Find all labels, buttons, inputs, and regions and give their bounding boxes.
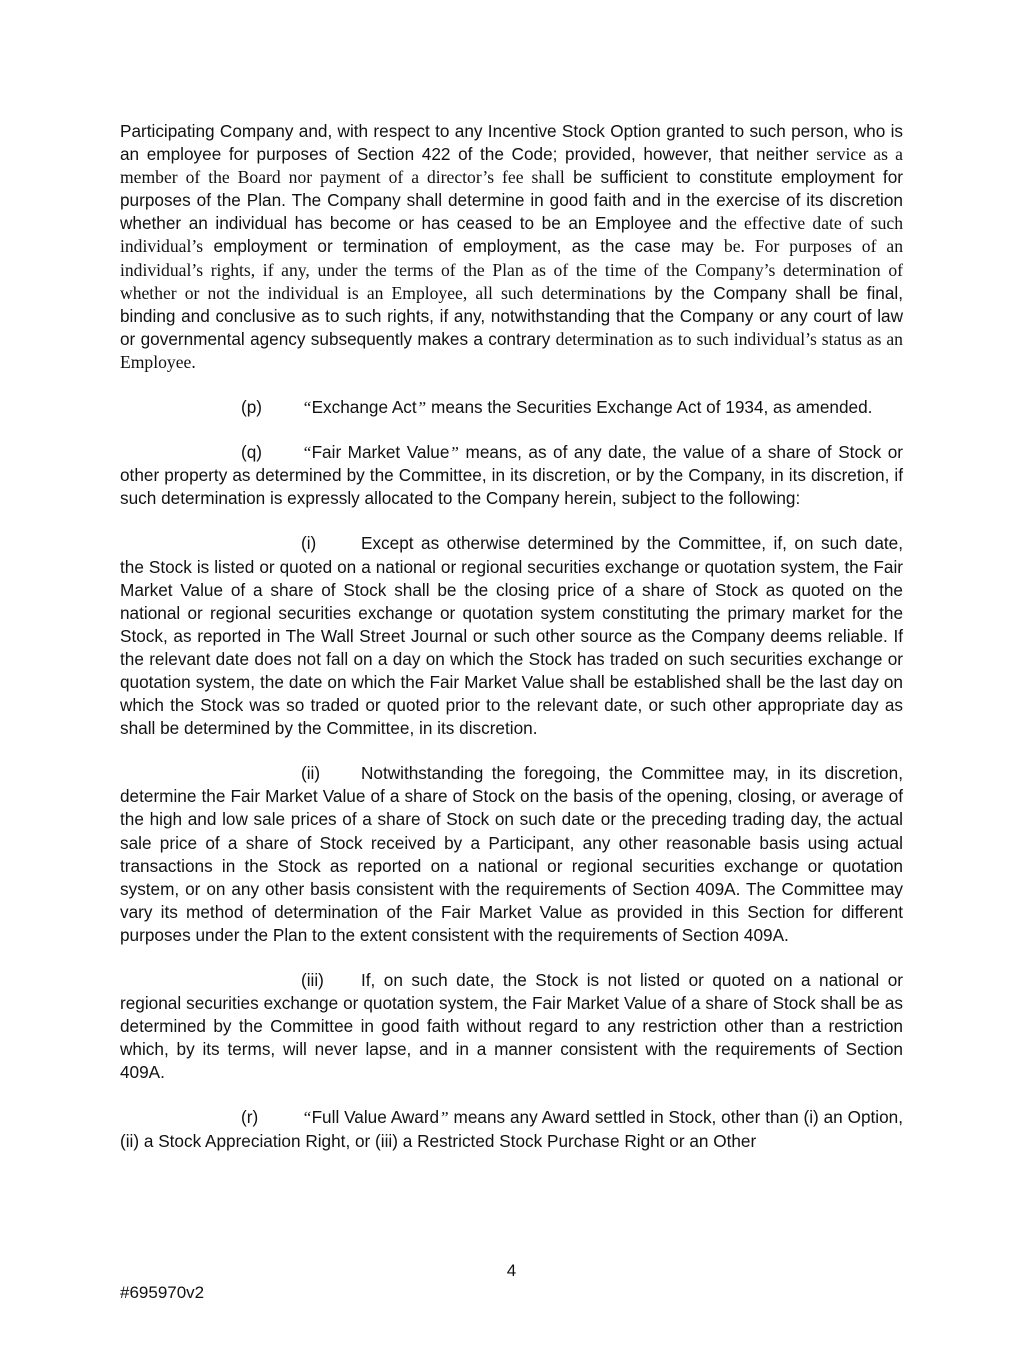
intro-text-6: be. For purposes of an individual’s rights, if any, under the terms of the Plan as of the time of the Company’s determination of whether or not the individual is an Employee, all such determinations	[120, 236, 904, 303]
section-q-i-label: (i)	[301, 533, 317, 554]
intro-text-3: be sufficient to constitute employment for purposes of the Plan. The Company shall determine in good faith and in the exercise of its discretion whether an individual has become or has ceased to be an Employee and	[120, 167, 903, 234]
document-body	[120, 120, 903, 1153]
open-quote: “	[302, 443, 312, 463]
section-p	[120, 396, 903, 419]
section-q-ii-text: Notwithstanding the foregoing, the Committee may, in its discretion, determine the Fair Market Value of a share of Stock on the basis of the opening, closing, or average of the high and low sale prices of a share of Stock on such date or the preceding trading day, the actual sale price of a share of Stock received by a Participant, any other reasonable basis using actual transactions in the Stock as reported on a national or regional securities exchange or quotation system, or on any other basis consistent with the requirements of Section 409A. The Committee may vary its method of determination of the Fair Market Value as provided in this Section for different purposes under the Plan to the extent consistent with the requirements of Section 409A.	[120, 763, 903, 945]
section-r	[120, 1106, 903, 1152]
section-q-ii-label: (ii)	[301, 763, 321, 784]
section-q-iii	[120, 969, 903, 1084]
intro-text-7: by the Company shall be final, binding and conclusive as to such rights, if any, notwithstanding that the Company or any court of law or governmental agency subsequently makes a contrary	[120, 282, 903, 349]
section-q-ii	[120, 762, 903, 947]
section-p-text: means the Securities Exchange Act of 1934, as amended.	[426, 397, 873, 418]
intro-text-8: determination as to such individual’s status as an Employee.	[120, 328, 903, 372]
document-id: #695970v2	[120, 1283, 205, 1302]
section-q-i-text: Except as otherwise determined by the Committee, if, on such date, the Stock is listed or quoted on a national or regional securities exchange or quotation system, the Fair Market Value of a share of Stock shall be the closing price of a share of Stock as quoted on the national or regional securities exchange or quotation system constituting the primary market for the Stock, as reported in The Wall Street Journal or such other source as the Company deems reliable. If the relevant date does not fall on a day on which the Stock has traded on such securities exchange or quotation system, the date on which the Fair Market Value shall be established shall be the last day on which the Stock was so traded or quoted prior to the relevant date, or such other appropriate day as shall be determined by the Committee, in its discretion.	[120, 533, 903, 739]
section-q-label: (q)	[241, 442, 263, 463]
close-quote: ”	[416, 398, 427, 418]
section-r-text: means any Award settled in Stock, other than (i) an Option, (ii) a Stock Appreciation Right, or (iii) a Restricted Stock Purchase Right or an Other	[120, 1107, 903, 1151]
page-number: 4	[506, 1261, 517, 1280]
section-p-label: (p)	[241, 397, 263, 418]
intro-text-1: Participating Company and, with respect to any Incentive Stock Option granted to such person, who is an employee for purposes of Section 422 of the Code; provided, however, that neither	[120, 121, 903, 165]
defined-term-exchange-act: Exchange Act	[311, 397, 417, 418]
open-quote: “	[302, 398, 312, 418]
open-quote: “	[302, 1108, 312, 1128]
intro-text-2: service as a member of the Board nor payment of a director’s fee shall	[120, 144, 903, 188]
section-q-text: means, as of any date, the value of a share of Stock or other property as determined by the Committee, in its discretion, or by the Company, in its discretion, if such determination is expressly allocated to the Company herein, subject to the following:	[120, 442, 903, 509]
close-quote: ”	[439, 1108, 449, 1128]
section-q-iii-text: If, on such date, the Stock is not listed or quoted on a national or regional securities exchange or quotation system, the Fair Market Value of a share of Stock shall be as determined by the Committee in good faith without regard to any restriction other than a restriction which, by its terms, will never lapse, and in a manner consistent with the requirements of Section 409A.	[120, 970, 903, 1083]
close-quote: ”	[449, 443, 459, 463]
intro-text-5: employment or termination of employment, as the case may	[213, 236, 714, 257]
defined-term-full-value-award: Full Value Award	[311, 1107, 440, 1128]
intro-paragraph	[120, 120, 903, 374]
section-r-label: (r)	[241, 1107, 259, 1128]
section-q-i	[120, 532, 903, 740]
defined-term-fair-market-value: Fair Market Value	[311, 442, 450, 463]
section-q	[120, 441, 903, 510]
intro-text-4: the effective date of such individual’s	[120, 213, 903, 257]
section-q-iii-label: (iii)	[301, 970, 324, 990]
